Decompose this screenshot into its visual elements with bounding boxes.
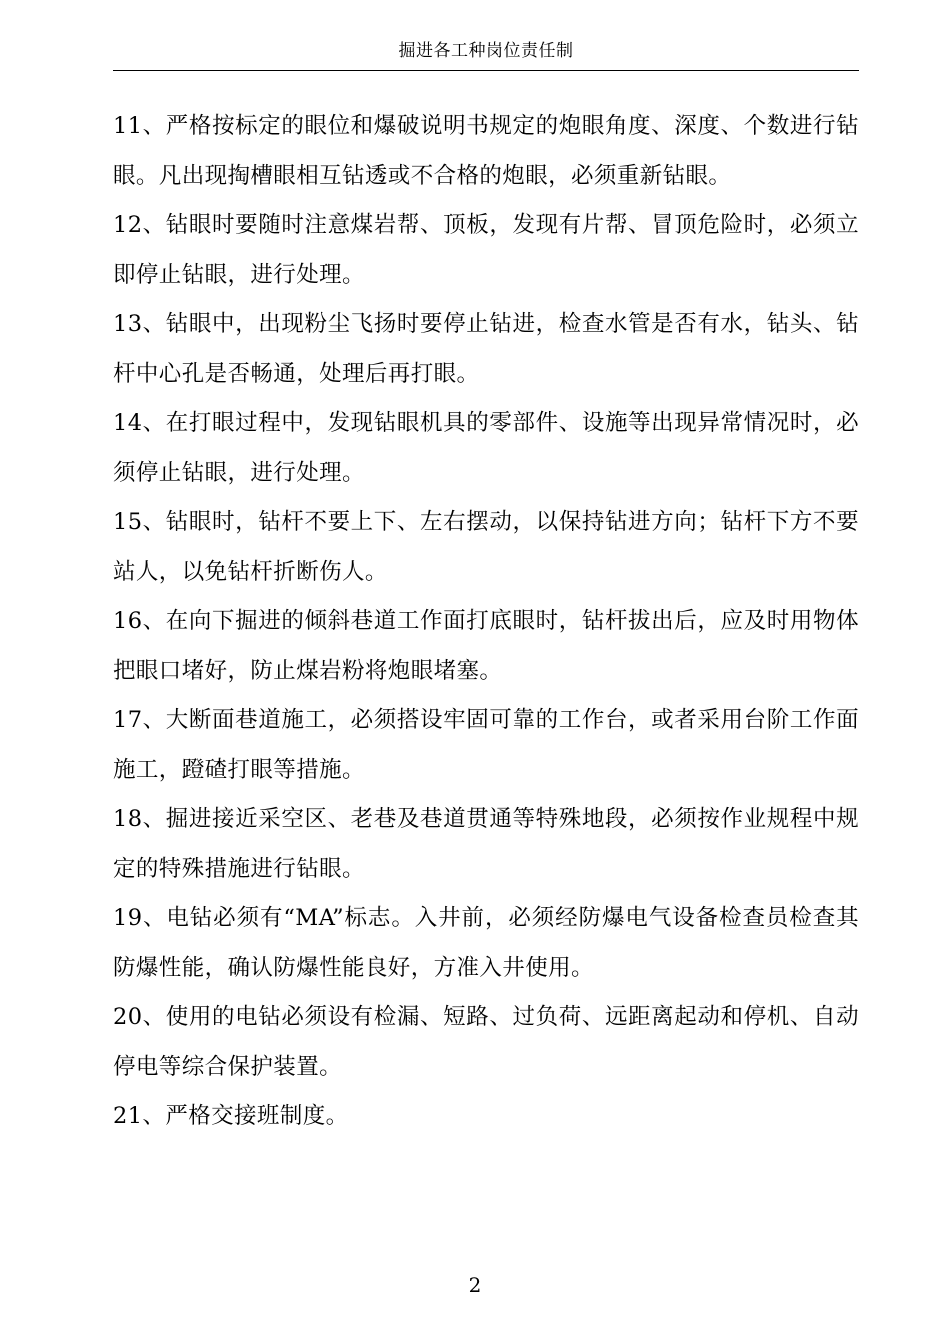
- paragraph-16: 16、在向下掘进的倾斜巷道工作面打底眼时，钻杆拔出后，应及时用物体把眼口堵好，防止煤岩粉将炮眼堵塞。: [113, 608, 859, 684]
- paragraph-15: 15、钻眼时，钻杆不要上下、左右摆动，以保持钻进方向；钻杆下方不要站人，以免钻杆折断伤人。: [113, 509, 859, 585]
- paragraph-11: 11、严格按标定的眼位和爆破说明书规定的炮眼角度、深度、个数进行钻眼。凡出现掏槽眼相互钻透或不合格的炮眼，必须重新钻眼。: [113, 113, 859, 189]
- paragraph-21: 21、严格交接班制度。: [113, 1103, 349, 1129]
- paragraph-13: 13、钻眼中，出现粉尘飞扬时要停止钻进，检查水管是否有水，钻头、钻杆中心孔是否畅通，处理后再打眼。: [113, 311, 859, 387]
- paragraph-17: 17、大断面巷道施工，必须搭设牢固可靠的工作台，或者采用台阶工作面施工，蹬碴打眼等措施。: [113, 707, 859, 783]
- paragraph-12: 12、钻眼时要随时注意煤岩帮、顶板，发现有片帮、冒顶危险时，必须立即停止钻眼，进行处理。: [113, 212, 859, 288]
- paragraph-20: 20、使用的电钻必须设有检漏、短路、过负荷、远距离起动和停机、自动停电等综合保护装置。: [113, 1004, 859, 1080]
- paragraph-14: 14、在打眼过程中，发现钻眼机具的零部件、设施等出现异常情况时，必须停止钻眼，进行处理。: [113, 410, 859, 486]
- paragraph-19: 19、电钻必须有“MA”标志。入井前，必须经防爆电气设备检查员检查其防爆性能，确认防爆性能良好，方准入井使用。: [113, 905, 859, 981]
- page-number: 2: [468, 1273, 482, 1297]
- paragraph-18: 18、掘进接近采空区、老巷及巷道贯通等特殊地段，必须按作业规程中规定的特殊措施进行钻眼。: [113, 806, 859, 882]
- page-header: [113, 40, 859, 71]
- document-body: [113, 102, 859, 1142]
- header-title: 掘进各工种岗位责任制: [398, 41, 574, 61]
